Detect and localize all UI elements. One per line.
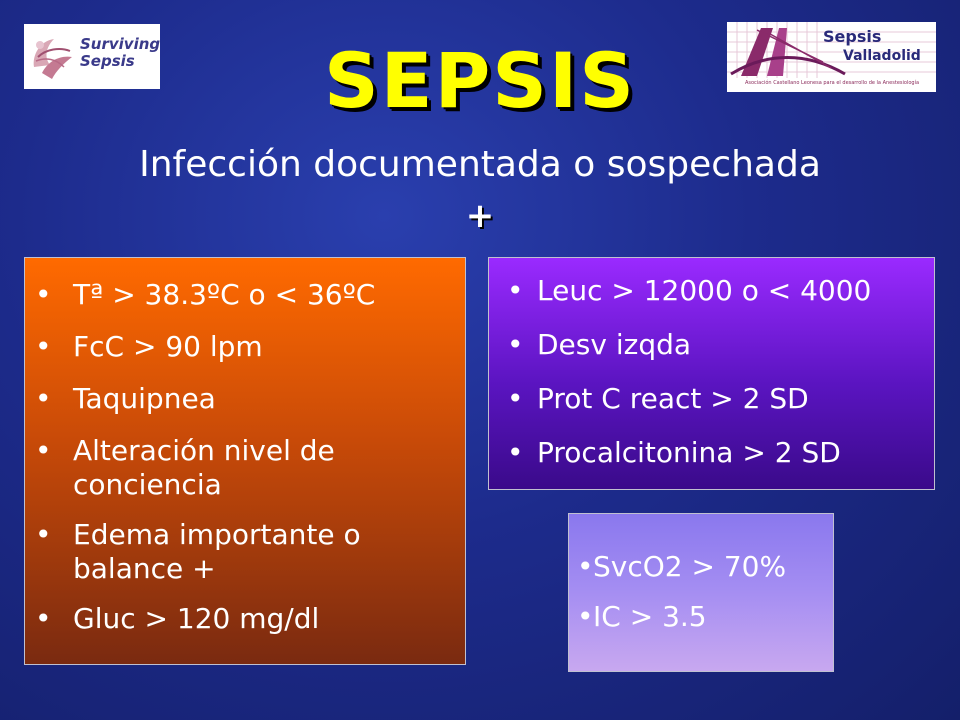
bullet-icon: • [35, 434, 52, 467]
bullet-icon: • [35, 278, 52, 311]
clinical-criteria-list [35, 278, 445, 654]
bullet-icon: • [507, 274, 524, 307]
list-item [35, 518, 445, 586]
list-item [35, 382, 445, 416]
bullet-icon: • [507, 382, 524, 415]
logo-title: Sepsis [823, 27, 882, 46]
plus-sign: + [465, 196, 495, 236]
list-item-text: IC > 3.5 [593, 600, 707, 633]
list-item [35, 330, 445, 364]
logo-association-text: Asociación Castellano Leonesa para el desarrollo de la Anestesiología [744, 80, 920, 86]
list-item-text: Alteración nivel de conciencia [73, 434, 335, 501]
list-item-text: Procalcitonina > 2 SD [537, 436, 841, 469]
list-item [35, 602, 445, 636]
list-item [507, 382, 927, 416]
bullet-icon: • [577, 600, 594, 633]
list-item-text: Edema importante o balance + [73, 518, 361, 585]
bullet-icon: • [35, 330, 52, 363]
logo-text-line2: Sepsis [80, 52, 135, 70]
list-item-text: Desv izqda [537, 328, 692, 361]
bullet-icon: • [577, 550, 594, 583]
logo-subtitle: Valladolid [843, 48, 921, 64]
list-item [35, 278, 445, 312]
bullet-icon: • [35, 382, 52, 415]
list-item [577, 550, 827, 584]
hemodynamic-criteria-box [568, 513, 834, 672]
list-item-text: Taquipnea [73, 382, 216, 415]
hemodynamic-criteria-list [577, 550, 827, 650]
list-item [35, 434, 445, 502]
list-item-text: Prot C react > 2 SD [537, 382, 809, 415]
bullet-icon: • [507, 436, 524, 469]
list-item [507, 274, 927, 308]
bullet-icon: • [507, 328, 524, 361]
list-item-text: SvcO2 > 70% [593, 550, 787, 583]
list-item-text: Leuc > 12000 o < 4000 [537, 274, 872, 307]
slide-title: SEPSIS [323, 36, 637, 125]
slide-subtitle: Infección documentada o sospechada [139, 144, 821, 185]
list-item [507, 328, 927, 362]
list-item-text: FcC > 90 lpm [73, 330, 263, 363]
bullet-icon: • [35, 518, 52, 551]
lab-criteria-list [507, 274, 927, 490]
clinical-criteria-box [24, 257, 466, 665]
list-item [577, 600, 827, 634]
lab-criteria-box [488, 257, 935, 490]
bullet-icon: • [35, 602, 52, 635]
list-item-text: Tª > 38.3ºC o < 36ºC [73, 278, 376, 311]
logo-text-line1: Surviving [80, 35, 160, 53]
list-item-text: Gluc > 120 mg/dl [73, 602, 320, 635]
list-item [507, 436, 927, 470]
